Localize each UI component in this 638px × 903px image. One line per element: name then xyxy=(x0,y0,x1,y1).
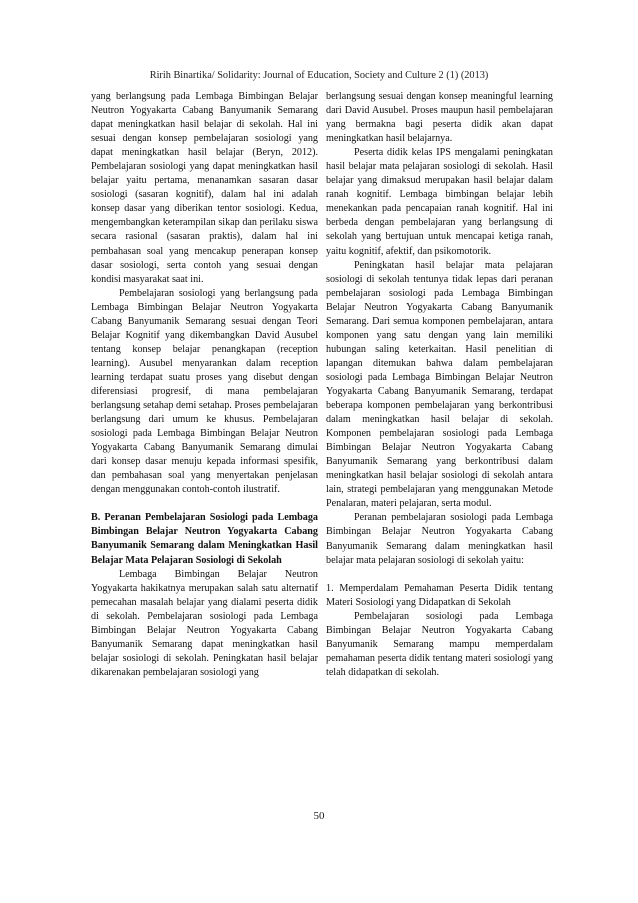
subsection-heading: 1. Memperdalam Pemahaman Peserta Didik tentang Materi Sosiologi yang Didapatkan di Sekolah xyxy=(326,582,553,608)
paragraph: Peranan pembelajaran sosiologi pada Lembaga Bimbingan Belajar Neutron Yogyakarta Cabang Banyumanik Semarang dalam meningkatkan hasil belajar mata pelajaran sosiologi di sekolah yaitu: xyxy=(326,512,553,566)
left-column xyxy=(91,90,318,680)
running-header: Ririh Binartika/ Solidarity: Journal of Education, Society and Culture 2 (1) (2013) xyxy=(149,70,489,81)
paragraph: berlangsung sesuai dengan konsep meaningful learning dari David Ausubel. Proses maupun hasil pembelajaran yang bermakna bagi peserta didik akan dapat meningkatkan hasil belajarnya. xyxy=(326,91,553,145)
page-number: 50 xyxy=(313,810,325,822)
right-column xyxy=(326,90,553,680)
paragraph: Peningkatan hasil belajar mata pelajaran sosiologi di sekolah tentunya tidak lepas dari peranan pembelajaran sosiologi pada Lembaga Bimbingan Belajar Neutron Yogyakarta Cabang Banyumanik Semarang. Dari semua komponen pembelajaran, antara komponen yang satu dengan yang lain memiliki hubungan saling keterkaitan. Hasil penelitian di lapangan ditemukan bahwa dalam pembelajaran sosiologi pada Lembaga Bimbingan Belajar Neutron Yogyakarta Cabang Banyumanik Semarang, terdapat beberapa komponen pembelajaran yang berkontribusi dalam meningkatkan hasil belajar di sekolah. Komponen pembelajaran sosiologi pada Lembaga Bimbingan Belajar Neutron Yogyakarta Cabang Banyumanik Semarang yang berkontribusi dalam meningkatkan hasil belajar sosiologi di sekolah antara lain, strategi pembelajaran yang menggunakan Metode Penalaran, materi pelajaran, serta modul. xyxy=(326,259,553,510)
paragraph: yang berlangsung pada Lembaga Bimbingan Belajar Neutron Yogyakarta Cabang Banyumanik Semarang dapat meningkatkan hasil belajar di sekolah. Hal ini sesuai dengan konsep pembelajaran sosiologi yang dapat meningkatkan hasil belajar (Beryn, 2012). Pembelajaran sosiologi yang dapat meningkatkan hasil belajar yaitu pertama, menanamkan sasaran dasar sosiologi (sasaran kognitif), dalam hal ini adalah konsep dasar yang diberikan tentor sosiologi. Kedua, mengembangkan keterampilan sikap dan perilaku siswa secara rasional (sasaran praktis), dalam hal ini pembahasan soal yang mencakup penerapan konsep dasar sosiologi, serta contoh yang sesuai dengan kondisi masyarakat saat ini. xyxy=(91,91,318,285)
paragraph: Pembelajaran sosiologi yang berlangsung pada Lembaga Bimbingan Belajar Neutron Yogyakarta Cabang Banyumanik Semarang sesuai dengan Teori Belajar Kognitif yang dikembangkan David Ausubel tentang konsep belajar penangkapan (reception learning). Ausubel menyarankan dalam reception learning terdapat suatu proses yang disebut dengan diferensiasi progresif, di mana pembelajaran berlangsung setahap demi setahap. Proses pembelajaran berlangsung dari umum ke khusus. Pembelajaran sosiologi pada Lembaga Bimbingan Belajar Neutron Yogyakarta Cabang Banyumanik Semarang dimulai dari konsep dasar menuju kepada informasi spesifik, dan pembahasan soal yang menyertakan penjelasan dengan menggunakan contoh-contoh ilustratif. xyxy=(91,287,318,496)
section-heading: B. Peranan Pembelajaran Sosiologi pada Lembaga Bimbingan Belajar Neutron Yogyakarta Cabang Banyumanik Semarang dalam Meningkatkan Hasil Belajar Mata Pelajaran Sosiologi di Sekolah xyxy=(91,512,318,566)
paragraph: Peserta didik kelas IPS mengalami peningkatan hasil belajar mata pelajaran sosiologi di sekolah. Hasil belajar yang dimaksud merupakan hasil belajar dalam ranah kognitif. Lembaga bimbingan belajar lebih menekankan pada pencapaian ranah kognitif. Hal ini berbeda dengan pembelajaran yang berlangsung di sekolah yang bertujuan untuk mencapai ketiga ranah, yaitu kognitif, afektif, dan psikomotorik. xyxy=(326,147,553,257)
paragraph: Pembelajaran sosiologi pada Lembaga Bimbingan Belajar Neutron Yogyakarta Cabang Banyumanik Semarang mampu memperdalam pemahaman peserta didik tentang materi sosiologi yang telah didapatkan di sekolah. xyxy=(326,610,553,678)
paragraph: Lembaga Bimbingan Belajar Neutron Yogyakarta hakikatnya merupakan salah satu alternatif pemecahan masalah belajar yang dialami peserta didik di sekolah. Pembelajaran sosiologi pada Lembaga Bimbingan Belajar Neutron Yogyakarta Cabang Banyumanik Semarang dapat meningkatkan hasil belajar sosiologi di sekolah. Peningkatan hasil belajar dikarenakan pembelajaran sosiologi yang xyxy=(91,568,318,678)
